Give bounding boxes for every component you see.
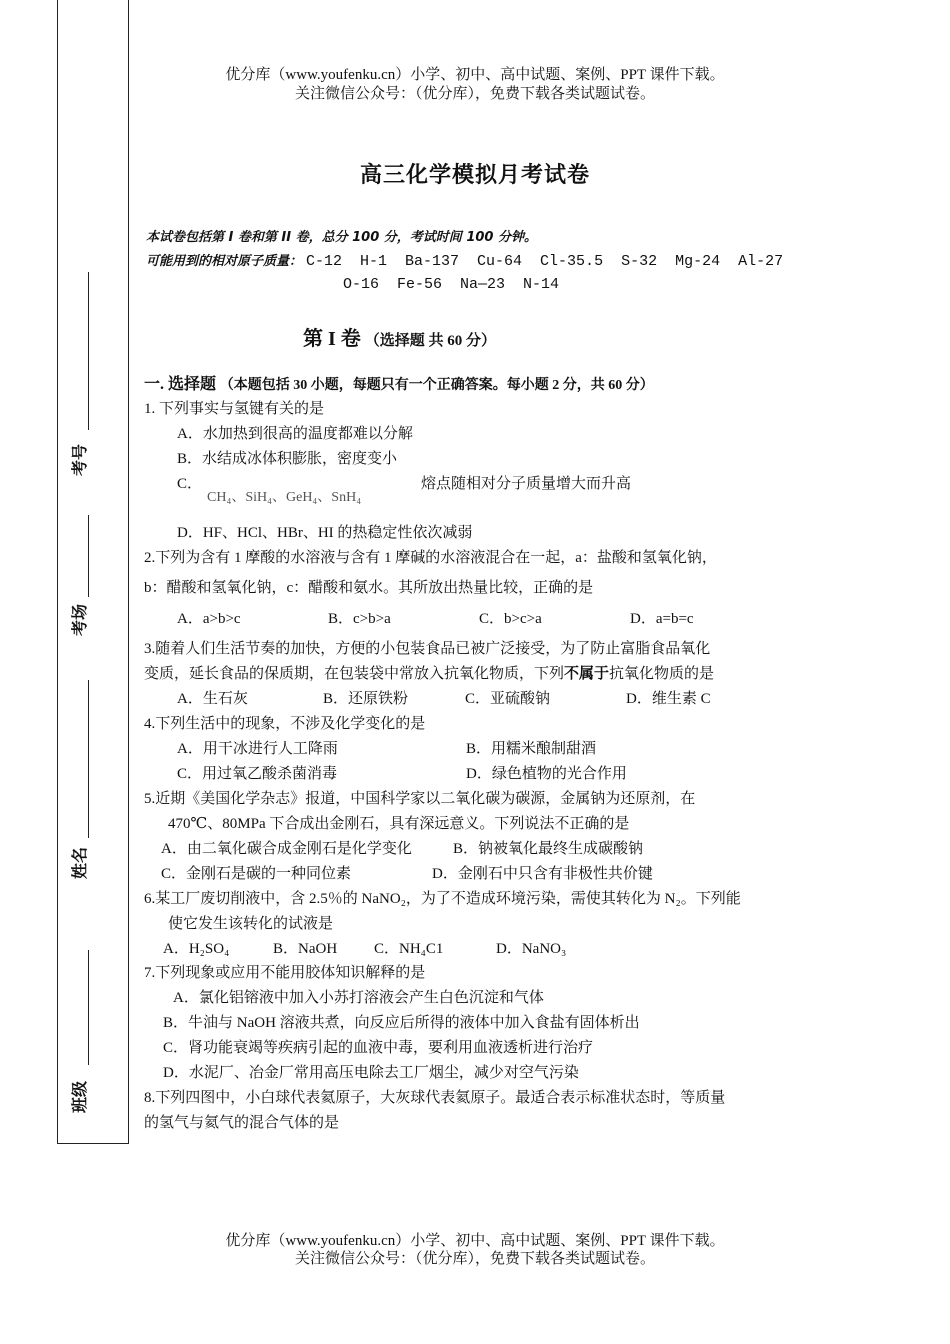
header-line-1: 优分库（www.youfenku.cn）小学、初中、高中试题、案例、PPT 课件下载。: [225, 67, 725, 83]
atomic-mass-line-2: O-16 Fe-56 Na—23 N-14: [343, 276, 560, 293]
q8-stem-1: 8.下列四图中，小白球代表氦原子，大灰球代表氦原子。最适合表示标准状态时，等质量: [144, 1090, 726, 1106]
q1-option-c-formula: CH₄、SiH₄、GeH₄、SnH₄: [207, 490, 362, 505]
q7-stem: 7.下列现象或应用不能用胶体知识解释的是: [144, 965, 426, 981]
banji-line: [88, 950, 89, 1065]
atomic-mass-line-1: C-12 H-1 Ba-137 Cu-64 Cl-35.5 S-32 Mg-24 Al-27: [306, 253, 784, 270]
part1-title: 第 I 卷: [303, 328, 361, 350]
atomic-mass-row: [146, 250, 783, 270]
q7-option-d: D．水泥厂、冶金厂常用高压电除去工厂烟尘，减少对空气污染: [163, 1065, 579, 1081]
q2-stem-2: b：醋酸和氢氧化钠，c：醋酸和氨水。其所放出热量比较，正确的是: [144, 580, 594, 596]
q4-stem: 4.下列生活中的现象，不涉及化学变化的是: [144, 716, 426, 732]
q7-option-a: A．氯化铝镕液中加入小苏打溶液会产生白色沉淀和气体: [173, 990, 544, 1006]
q3-option-d: D．维生素 C: [626, 691, 711, 707]
q5-option-b: B．钠被氧化最终生成碳酸钠: [453, 841, 644, 857]
label-kaohao: 考号: [70, 444, 89, 477]
q7-option-b: B．牛油与 NaOH 溶液共煮，向反应后所得的液体中加入食盐有固体析出: [163, 1015, 640, 1031]
q2-option-a: A．a>b>c: [177, 611, 241, 627]
q3-stem-2-a: 变质，延长食品的保质期，在包装袋中常放入抗氧化物质，下列: [144, 666, 565, 682]
footer-line-1: 优分库（www.youfenku.cn）小学、初中、高中试题、案例、PPT 课件下载。: [225, 1233, 725, 1249]
q7-option-c: C．肾功能衰竭等疾病引起的血液中毒，要利用血液透析进行治疗: [163, 1040, 594, 1056]
q5-option-a: A．由二氧化碳合成金刚石是化学变化: [161, 841, 412, 857]
q6-stem-2: 使它发生该转化的试液是: [168, 916, 334, 932]
kaohao-line: [88, 272, 89, 430]
q6-option-b: B．NaOH: [273, 941, 338, 957]
atomic-mass-label: 可能用到的相对原子质量：: [146, 254, 303, 269]
section-title: 一. 选择题: [144, 376, 217, 393]
q5-option-d: D．金刚石中只含有非极性共价键: [432, 866, 653, 882]
q4-option-c: C．用过氧乙酸杀菌消毒: [177, 766, 338, 782]
label-xingming: 姓名: [70, 847, 89, 880]
q4-option-b: B．用糯米酿制甜酒: [466, 741, 597, 757]
q5-option-c: C．金刚石是碳的一种同位素: [161, 866, 352, 882]
q1-option-c-text: 熔点随相对分子质量增大而升高: [421, 476, 632, 492]
q6-option-c: C．NH₄C1: [374, 941, 444, 957]
q3-option-c: C．亚硫酸钠: [465, 691, 551, 707]
label-banji: 班级: [70, 1081, 89, 1114]
q6-option-a: A．H₂SO₄: [163, 941, 230, 957]
q1-option-a: A．水加热到很高的温度都难以分解: [177, 426, 413, 442]
exam-intro: 本试卷包括第 I 卷和第 II 卷，总分 100 分，考试时间 100 分钟。: [146, 230, 537, 245]
q8-stem-2: 的氢气与氦气的混合气体的是: [144, 1115, 340, 1131]
part1-heading: [303, 322, 496, 351]
q1-option-d: D．HF、HCl、HBr、HI 的热稳定性依次减弱: [177, 525, 473, 541]
q3-stem-2-c: 抗氧化物质的是: [609, 666, 715, 682]
q3-option-a: A．生石灰: [177, 691, 248, 707]
q3-stem-1: 3.随着人们生活节奏的加快，方便的小包装食品已被广泛接受，为了防止富脂食品氧化: [144, 641, 711, 657]
q1-option-b: B．水结成冰体积膨胀，密度变小: [177, 451, 398, 467]
header-line-2: 关注微信公众号：（优分库），免费下载各类试题试卷。: [294, 86, 655, 102]
q2-stem-1: 2.下列为含有 1 摩酸的水溶液与含有 1 摩碱的水溶液混合在一起，a：盐酸和氢氧化钠，: [144, 550, 717, 566]
footer-line-2: 关注微信公众号：（优分库），免费下载各类试题试卷。: [294, 1251, 655, 1267]
label-kaochang: 考场: [70, 604, 89, 637]
q6-option-d: D．NaNO₃: [496, 941, 567, 957]
q4-option-a: A．用干冰进行人工降雨: [177, 741, 338, 757]
q1-option-c-label: C．: [177, 476, 203, 492]
section-heading: [144, 375, 654, 396]
section-note: （本题包括 30 小题，每题只有一个正确答案。每小题 2 分，共 60 分）: [219, 378, 654, 393]
kaochang-line: [88, 515, 89, 597]
q4-option-d: D．绿色植物的光合作用: [466, 766, 627, 782]
q5-stem-2: 470℃、80MPa 下合成出金刚石，具有深远意义。下列说法不正确的是: [168, 816, 630, 832]
q2-option-d: D．a=b=c: [630, 611, 694, 627]
q3-stem-2: [144, 664, 714, 684]
q2-option-b: B．c>b>a: [328, 611, 391, 627]
part1-subtitle: （选择题 共 60 分）: [364, 333, 497, 349]
q2-option-c: C．b>c>a: [479, 611, 542, 627]
q5-stem-1: 5.近期《美国化学杂志》报道，中国科学家以二氧化碳为碳源，金属钠为还原剂，在: [144, 791, 696, 807]
page-title: 高三化学模拟月考试卷: [359, 163, 590, 188]
q6-stem-1: 6.某工厂废切削液中，含 2.5％的 NaNO₂，为了不造成环境污染，需使其转化为 N₂。下列能: [144, 891, 741, 907]
q1-stem: 1. 下列事实与氢键有关的是: [144, 401, 325, 417]
q3-option-b: B．还原铁粉: [323, 691, 409, 707]
xingming-line: [88, 680, 89, 838]
q3-stem-2-emphasis: 不属于: [564, 666, 610, 682]
